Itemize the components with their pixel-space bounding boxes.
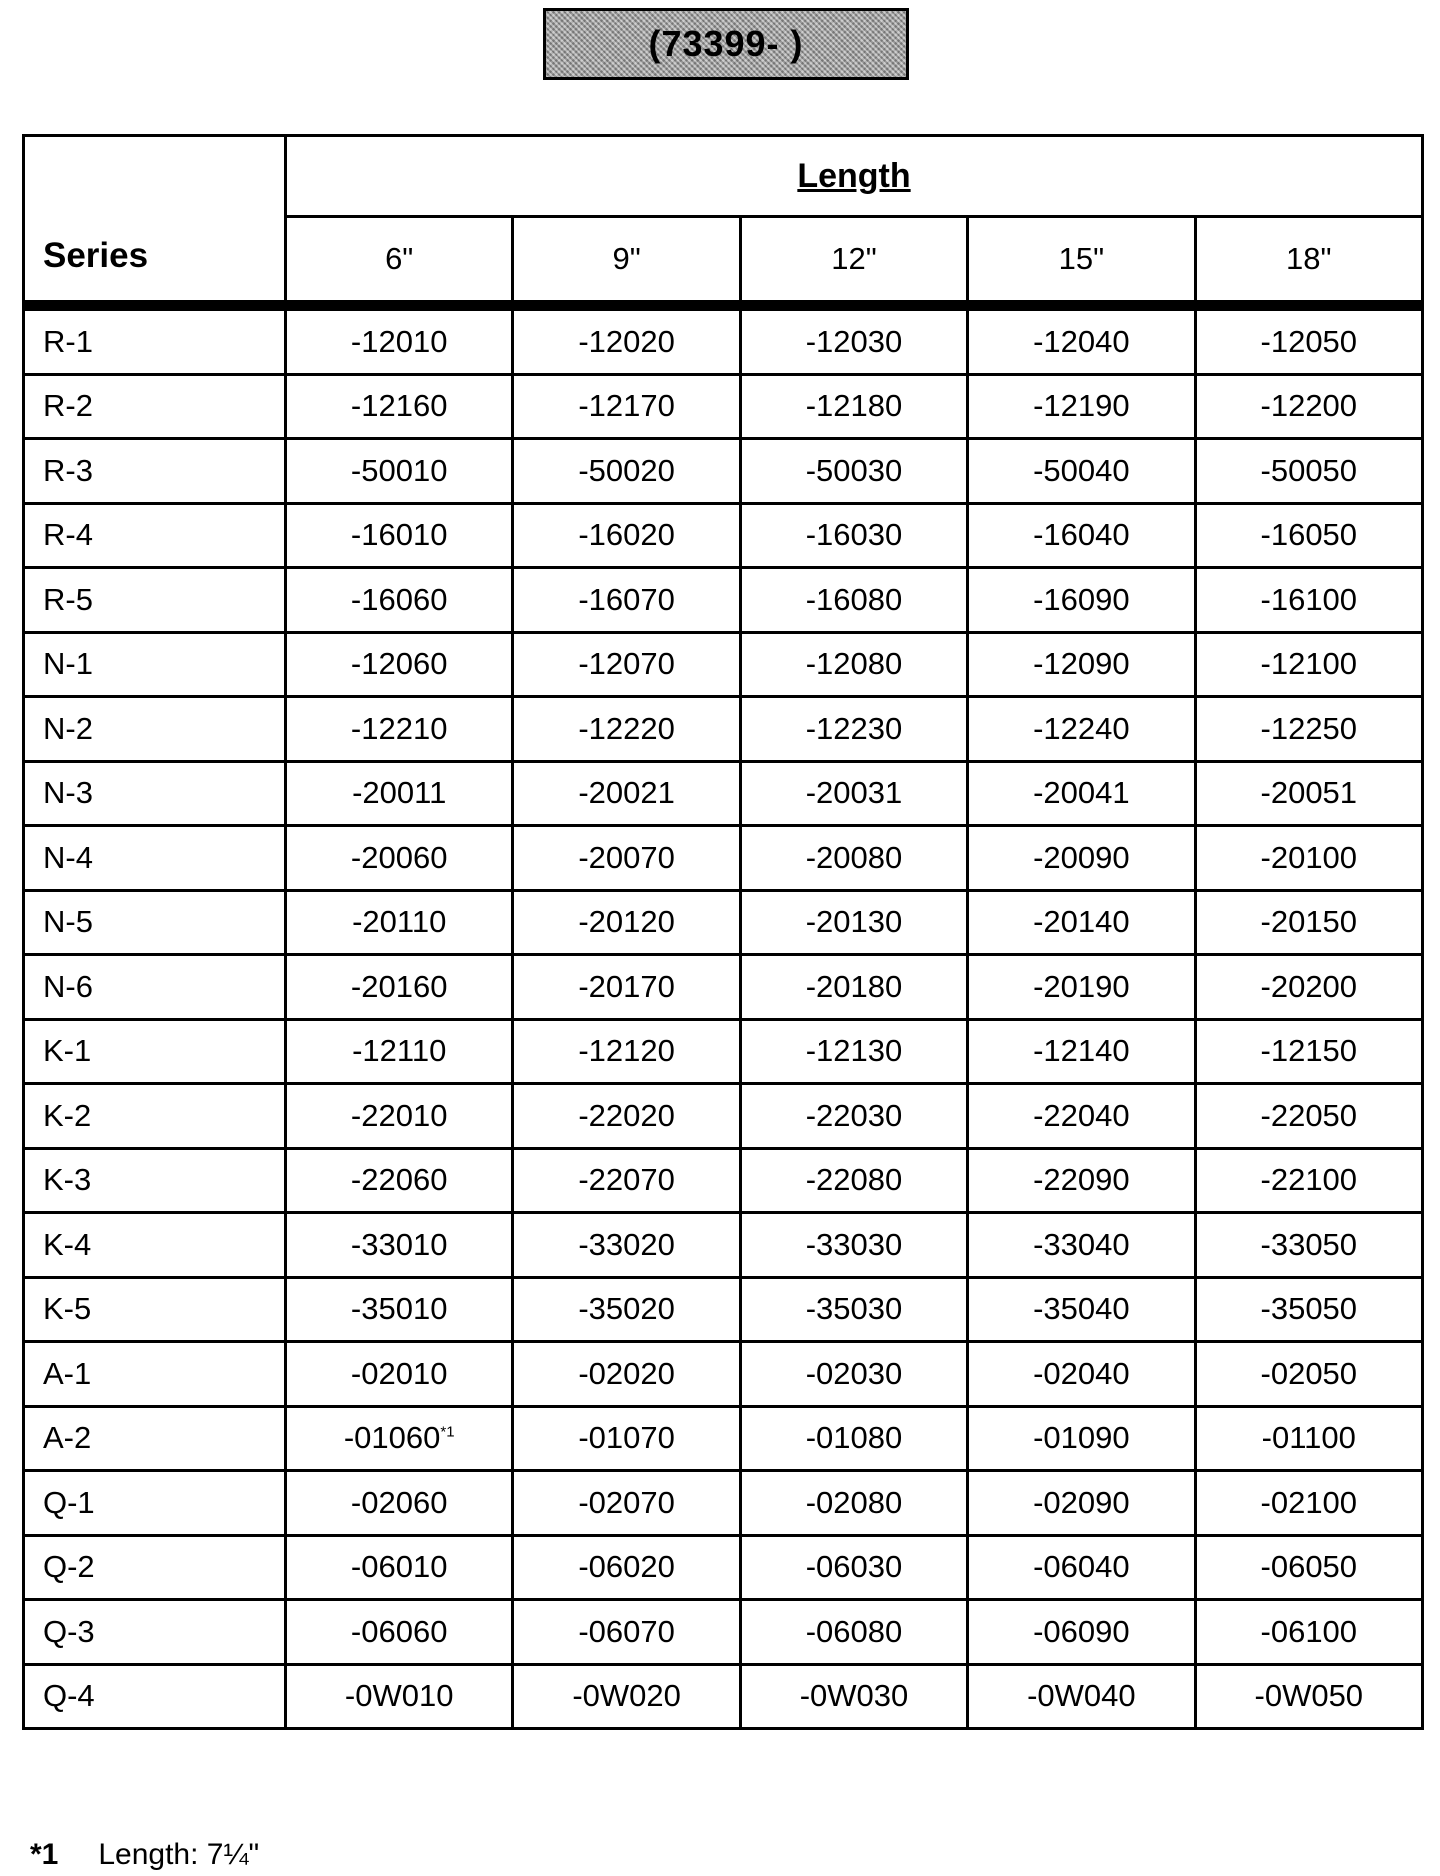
series-cell: N-6 [24,955,286,1020]
part-number-cell [968,1406,1195,1471]
part-number-cell [513,1277,740,1342]
part-number-cell [740,761,967,826]
table-row [24,1664,1423,1729]
part-number-value: -02020 [578,1355,675,1391]
part-number-value: -16060 [350,581,448,617]
part-number-cell [968,1213,1195,1278]
part-number-value: -12110 [352,1033,447,1069]
part-number-value: -06070 [578,1613,675,1649]
part-number-value: -12240 [1033,710,1130,746]
part-number-cell [740,1277,967,1342]
part-number-value: -12100 [1260,646,1358,682]
table-row [24,826,1423,891]
part-number-cell [968,306,1195,375]
part-number-cell [513,503,740,568]
part-number-value: -35020 [578,1291,675,1327]
part-number-value: -20140 [1033,904,1130,940]
series-cell: N-2 [24,697,286,762]
part-number-value: -22040 [1033,1097,1130,1133]
part-number-cell [968,1277,1195,1342]
series-cell: N-3 [24,761,286,826]
series-cell: K-5 [24,1277,286,1342]
part-number-value: -16020 [578,517,675,553]
part-number-cell [1195,697,1422,762]
part-number-cell [740,1084,967,1149]
part-number-value: -12250 [1260,710,1358,746]
part-number-cell [513,1213,740,1278]
part-number-cell [513,632,740,697]
footnote-reference: *1 [440,1423,455,1441]
part-number-cell [286,1148,513,1213]
part-number-cell [968,826,1195,891]
part-number-cell [286,697,513,762]
part-number-value: -22030 [805,1097,903,1133]
part-number-cell [1195,1084,1422,1149]
series-cell: K-4 [24,1213,286,1278]
part-number-value: -12180 [805,388,903,424]
table-row [24,1342,1423,1407]
part-number-value: -33020 [578,1226,675,1262]
part-number-value: -50010 [350,452,448,488]
part-number-value: -12120 [578,1033,675,1069]
part-number-value: -33010 [350,1226,448,1262]
part-number-cell [1195,955,1422,1020]
table-row [24,1600,1423,1665]
series-cell: Q-4 [24,1664,286,1729]
part-number-value: -20120 [578,904,675,940]
part-number-value: -35050 [1260,1291,1358,1327]
part-number-value: -12030 [805,323,903,359]
part-number-cell [740,890,967,955]
table-row [24,761,1423,826]
part-number-value: -02050 [1260,1355,1358,1391]
series-cell: Q-1 [24,1471,286,1536]
part-number-value: -50050 [1260,452,1358,488]
part-number-cell [1195,374,1422,439]
part-number-value: -02060 [350,1484,448,1520]
part-number-cell [740,306,967,375]
part-number-value: -20021 [578,775,675,811]
table-row [24,1277,1423,1342]
table-row [24,568,1423,633]
part-number-value: -0W020 [572,1678,681,1714]
part-number-value: -12050 [1260,323,1358,359]
part-number-cell [286,1664,513,1729]
part-number-value: -06090 [1033,1613,1130,1649]
part-number-cell [513,1342,740,1407]
part-number-value: -35040 [1033,1291,1130,1327]
part-number-value: -06010 [350,1549,448,1585]
part-number-value: -33030 [805,1226,903,1262]
part-number-cell [286,568,513,633]
part-number-value: -02080 [805,1484,903,1520]
part-number-value: -01070 [578,1420,675,1456]
series-cell: R-2 [24,374,286,439]
part-number-value: -16080 [805,581,903,617]
part-number-value: -12220 [578,710,675,746]
part-number-cell [286,374,513,439]
part-number-cell [968,632,1195,697]
part-number-value: -20011 [352,775,447,811]
part-number-cell [513,826,740,891]
part-number-cell [740,1148,967,1213]
part-number-cell [1195,306,1422,375]
series-cell: Q-3 [24,1600,286,1665]
part-number-cell [513,761,740,826]
series-cell: N-1 [24,632,286,697]
series-cell: N-5 [24,890,286,955]
part-number-value: -22050 [1260,1097,1358,1133]
part-number-cell [513,568,740,633]
part-number-cell [513,1084,740,1149]
part-number-cell [1195,1664,1422,1729]
length-header-cell: 15" [968,217,1195,306]
part-number-value: -20130 [805,904,903,940]
part-number-cell [1195,1471,1422,1536]
part-number-value: -16030 [805,517,903,553]
series-cell: K-1 [24,1019,286,1084]
length-header-cell: 6" [286,217,513,306]
part-number-cell [513,955,740,1020]
part-number-value: -22090 [1033,1162,1130,1198]
part-number-value: -16010 [350,517,448,553]
part-number-cell [286,1471,513,1536]
table-row [24,374,1423,439]
part-number-value: -20051 [1260,775,1358,811]
part-number-value: -20160 [350,968,448,1004]
part-number-cell [286,1084,513,1149]
part-number-value: -0W030 [799,1678,909,1714]
table-row [24,1084,1423,1149]
part-number-cell [968,439,1195,504]
part-number-value: -06020 [578,1549,675,1585]
table-row [24,1213,1423,1278]
part-number-value: -20200 [1260,968,1358,1004]
part-number-cell [740,1406,967,1471]
part-number-value: -20110 [352,904,447,940]
part-number-cell [513,1600,740,1665]
part-number-cell [740,1342,967,1407]
part-number-cell [1195,1535,1422,1600]
series-cell: K-2 [24,1084,286,1149]
part-number-value: -20090 [1033,839,1130,875]
part-number-cell [513,1471,740,1536]
footnote-mark: *1 [30,1838,59,1871]
footnote [30,1838,259,1872]
series-cell: N-4 [24,826,286,891]
part-number-cell [286,503,513,568]
part-number-cell [968,1019,1195,1084]
series-column-header: Series [24,136,286,306]
part-number-cell [740,1019,967,1084]
part-number-value: -06040 [1033,1549,1130,1585]
part-number-value: -20041 [1033,775,1130,811]
part-number-value: -12130 [805,1033,903,1069]
series-cell: R-1 [24,306,286,375]
part-number-value: -33040 [1033,1226,1130,1262]
part-number-cell [286,1019,513,1084]
series-cell: R-5 [24,568,286,633]
part-number-value: -02100 [1260,1484,1358,1520]
table-row [24,1148,1423,1213]
part-number-value: -06050 [1260,1549,1358,1585]
part-number-cell [740,1471,967,1536]
part-number-header [543,8,909,80]
part-number-value: -02010 [350,1355,448,1391]
part-number-cell [1195,1019,1422,1084]
part-number-cell [286,826,513,891]
part-number-cell [286,1535,513,1600]
length-group-header: Length [286,136,1423,217]
part-number-cell [286,890,513,955]
part-number-value: -06060 [350,1613,448,1649]
part-number-cell [1195,761,1422,826]
part-number-cell [286,439,513,504]
table-row [24,439,1423,504]
part-number-value: -12020 [578,323,675,359]
part-number-cell [513,1148,740,1213]
part-number-cell [740,1664,967,1729]
part-number-value: -12150 [1260,1033,1358,1069]
part-number-value: -12090 [1033,646,1130,682]
part-number-cell [286,306,513,375]
part-number-value: -02030 [805,1355,903,1391]
part-number-value: -20080 [805,839,903,875]
part-number-cell [740,826,967,891]
part-number-value: -33050 [1260,1226,1358,1262]
table-row [24,306,1423,375]
part-number-value: -20190 [1033,968,1130,1004]
part-number-value: -16040 [1033,517,1130,553]
part-number-value: -02040 [1033,1355,1130,1391]
part-number-cell [513,1535,740,1600]
part-number-value: -06100 [1260,1613,1358,1649]
part-number-cell [513,1406,740,1471]
part-number-value: -20100 [1260,839,1358,875]
part-number-cell [513,1019,740,1084]
part-number-cell [968,374,1195,439]
part-number-value: -22020 [578,1097,675,1133]
part-number-value: -12210 [350,710,448,746]
part-number-cell [286,1342,513,1407]
length-header-cell: 12" [740,217,967,306]
part-number-value: -35030 [805,1291,903,1327]
part-number-cell [1195,503,1422,568]
part-number-value: -12160 [350,388,448,424]
part-number-value: -12230 [805,710,903,746]
part-number-cell [1195,1342,1422,1407]
series-cell: R-4 [24,503,286,568]
part-number-cell [513,374,740,439]
part-number-value: -12170 [578,388,675,424]
part-number-value: -16050 [1260,517,1358,553]
part-number-value: -01060 [343,1420,441,1456]
part-number-value: -22080 [805,1162,903,1198]
part-number-cell [740,1535,967,1600]
part-number-cell [968,1600,1195,1665]
part-number-cell [740,955,967,1020]
part-number-cell [740,374,967,439]
part-number-cell [740,439,967,504]
part-number-cell [1195,1148,1422,1213]
part-number-cell [968,1535,1195,1600]
part-number-value: -22100 [1260,1162,1358,1198]
part-number-value: -01090 [1033,1420,1130,1456]
part-number-value: -20180 [805,968,903,1004]
table-row [24,1019,1423,1084]
part-number-value: -0W040 [1027,1678,1136,1714]
part-number-cell [740,503,967,568]
part-number-cell [740,568,967,633]
part-number-cell [968,890,1195,955]
part-number-cell [968,697,1195,762]
part-number-value: -0W010 [344,1678,454,1714]
part-number-cell [968,1148,1195,1213]
part-number-cell [1195,439,1422,504]
part-number-cell [1195,890,1422,955]
part-number-cell [1195,1213,1422,1278]
part-number-value: -50020 [578,452,675,488]
length-header-cell: 9" [513,217,740,306]
part-number-value: -12080 [805,646,903,682]
part-number-cell [1195,1600,1422,1665]
part-number-value: -35010 [350,1291,448,1327]
part-number-cell [513,306,740,375]
table-row [24,1471,1423,1536]
part-number-cell [1195,826,1422,891]
part-number-value: -12070 [578,646,675,682]
part-number-value: -12040 [1033,323,1130,359]
part-number-value: -22060 [350,1162,448,1198]
part-number-value: -06080 [805,1613,903,1649]
part-number-value: -0W050 [1254,1678,1364,1714]
part-number-cell [286,1213,513,1278]
table-body [24,306,1423,1729]
part-number-value: -22070 [578,1162,675,1198]
part-number-value: -50040 [1033,452,1130,488]
part-number-value: -12140 [1033,1033,1130,1069]
part-number-cell [513,1664,740,1729]
part-number-cell [968,1471,1195,1536]
part-number-cell [740,1213,967,1278]
footnote-text: Length: 7¼" [98,1838,260,1871]
part-number-cell [968,1342,1195,1407]
part-number-cell [968,1084,1195,1149]
table-row [24,632,1423,697]
part-number-cell [740,632,967,697]
part-number-cell [968,568,1195,633]
part-number-value: -16100 [1260,581,1358,617]
part-number-cell [1195,1406,1422,1471]
part-number-value: -20150 [1260,904,1358,940]
table-row [24,697,1423,762]
series-cell: A-1 [24,1342,286,1407]
table-row [24,1535,1423,1600]
table-row [24,890,1423,955]
part-number-value: -12060 [350,646,448,682]
part-number-value: -02070 [578,1484,675,1520]
part-number-cell [968,1664,1195,1729]
table-row [24,955,1423,1020]
part-number-table [22,134,1424,1730]
part-number-value: -01100 [1261,1420,1356,1456]
part-number-value: -12200 [1260,388,1358,424]
series-cell: A-2 [24,1406,286,1471]
part-number-cell [740,1600,967,1665]
table-row [24,1406,1423,1471]
part-number-value: -16070 [578,581,675,617]
part-number-cell [513,890,740,955]
series-cell: K-3 [24,1148,286,1213]
part-number-cell [286,955,513,1020]
table-header [24,136,1423,306]
part-number-cell [286,1600,513,1665]
part-number-cell [1195,1277,1422,1342]
part-number-cell [968,955,1195,1020]
part-number-value: -06030 [805,1549,903,1585]
part-number-value: -22010 [350,1097,448,1133]
part-number-cell [286,1406,513,1471]
part-number-value: -12190 [1033,388,1130,424]
part-number-cell [740,697,967,762]
part-number-value: -16090 [1033,581,1130,617]
part-number-cell [286,761,513,826]
part-number-value: -20060 [350,839,448,875]
part-number-code: (73399- ) [648,23,804,64]
part-number-cell [286,1277,513,1342]
part-number-value: -50030 [805,452,903,488]
part-number-cell [1195,568,1422,633]
series-cell: R-3 [24,439,286,504]
part-number-cell [968,503,1195,568]
part-number-cell [968,761,1195,826]
part-number-value: -01080 [805,1420,903,1456]
length-header-cell: 18" [1195,217,1422,306]
part-number-value: -20070 [578,839,675,875]
part-number-cell [513,439,740,504]
series-cell: Q-2 [24,1535,286,1600]
part-number-value: -20170 [578,968,675,1004]
part-number-cell [513,697,740,762]
part-number-cell [1195,632,1422,697]
table-row [24,503,1423,568]
part-number-cell [286,632,513,697]
part-number-value: -12010 [350,323,448,359]
part-number-value: -20031 [805,775,903,811]
part-number-value: -02090 [1033,1484,1130,1520]
